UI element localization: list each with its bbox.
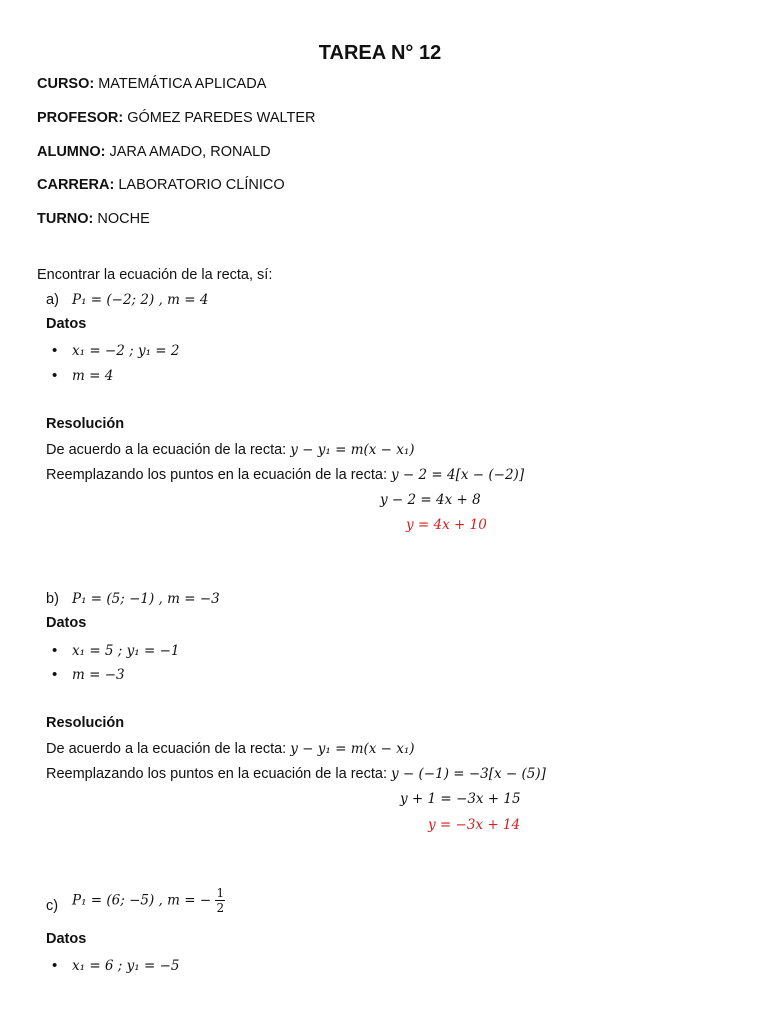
problem-a-res-title: Resolución — [46, 416, 125, 432]
problem-a-answer: y = 4x + 10 — [406, 517, 487, 533]
problem-c-letter: c) — [46, 898, 59, 914]
problem-a-line2-text: Reemplazando los puntos en la ecuación de la recta: — [46, 467, 387, 483]
problem-a-bullet-2: • — [52, 367, 58, 384]
header-profesor-label: PROFESOR: — [37, 110, 124, 126]
header-curso-value: MATEMÁTICA APLICADA — [94, 76, 267, 92]
header-carrera-value: LABORATORIO CLÍNICO — [114, 177, 285, 193]
problem-c-fraction-den: 2 — [216, 901, 225, 915]
problem-b-datos-1: x₁ = 5 ; y₁ = −1 — [72, 643, 180, 659]
problem-b-given: P₁ = (5; −1) , m = −3 — [72, 591, 220, 607]
intro-text: Encontrar la ecuación de la recta, sí: — [37, 267, 273, 283]
problem-b-bullet-1: • — [52, 642, 58, 659]
problem-b-answer: y = −3x + 14 — [428, 817, 521, 833]
problem-a-line2-math: y − 2 = 4[x − (−2)] — [391, 467, 525, 483]
problem-c-given-text: P₁ = (6; −5) , m = − — [72, 892, 212, 909]
problem-b-line2-text: Reemplazando los puntos en la ecuación de la recta: — [46, 766, 387, 782]
problem-a-letter: a) — [46, 292, 59, 308]
header-curso-label: CURSO: — [37, 76, 95, 92]
header-alumno — [37, 144, 271, 160]
header-profesor — [37, 110, 315, 126]
header-turno — [37, 211, 150, 227]
problem-b-bullet-2: • — [52, 666, 58, 683]
problem-b-res-title: Resolución — [46, 715, 125, 731]
problem-a-line1-math: y − y₁ = m(x − x₁) — [290, 442, 415, 458]
problem-c-fraction — [215, 886, 225, 915]
problem-b-line2 — [46, 766, 546, 782]
problem-a-step: y − 2 = 4x + 8 — [380, 492, 481, 508]
problem-b-line2-math: y − (−1) = −3[x − (5)] — [391, 766, 546, 782]
problem-b-letter: b) — [46, 591, 59, 607]
problem-b-datos-2: m = −3 — [72, 667, 125, 683]
problem-b-step: y + 1 = −3x + 15 — [400, 791, 521, 807]
problem-b-line1 — [46, 741, 415, 757]
problem-a-line1 — [46, 442, 415, 458]
problem-a-datos-title: Datos — [46, 316, 87, 332]
problem-c-datos-1: x₁ = 6 ; y₁ = −5 — [72, 958, 180, 974]
problem-b-datos-title: Datos — [46, 615, 87, 631]
header-turno-value: NOCHE — [93, 211, 150, 227]
header-curso — [37, 76, 266, 92]
problem-a-line2 — [46, 467, 524, 483]
header-alumno-value: JARA AMADO, RONALD — [105, 144, 271, 160]
problem-c-bullet-1: • — [52, 957, 58, 974]
header-profesor-value: GÓMEZ PAREDES WALTER — [123, 110, 316, 126]
problem-c-given — [72, 886, 225, 915]
problem-c-datos-title: Datos — [46, 931, 87, 947]
problem-a-given: P₁ = (−2; 2) , m = 4 — [72, 292, 209, 308]
problem-a-datos-2: m = 4 — [72, 368, 114, 384]
problem-b-line1-math: y − y₁ = m(x − x₁) — [290, 741, 415, 757]
problem-a-datos-1: x₁ = −2 ; y₁ = 2 — [72, 343, 180, 359]
header-alumno-label: ALUMNO: — [37, 144, 106, 160]
page-title: TAREA N° 12 — [318, 42, 442, 64]
header-carrera-label: CARRERA: — [37, 177, 115, 193]
problem-b-line1-text: De acuerdo a la ecuación de la recta: — [46, 741, 287, 757]
problem-a-line1-text: De acuerdo a la ecuación de la recta: — [46, 442, 287, 458]
header-carrera — [37, 177, 285, 193]
header-turno-label: TURNO: — [37, 211, 94, 227]
problem-c-fraction-num: 1 — [216, 886, 225, 900]
problem-a-bullet-1: • — [52, 342, 58, 359]
